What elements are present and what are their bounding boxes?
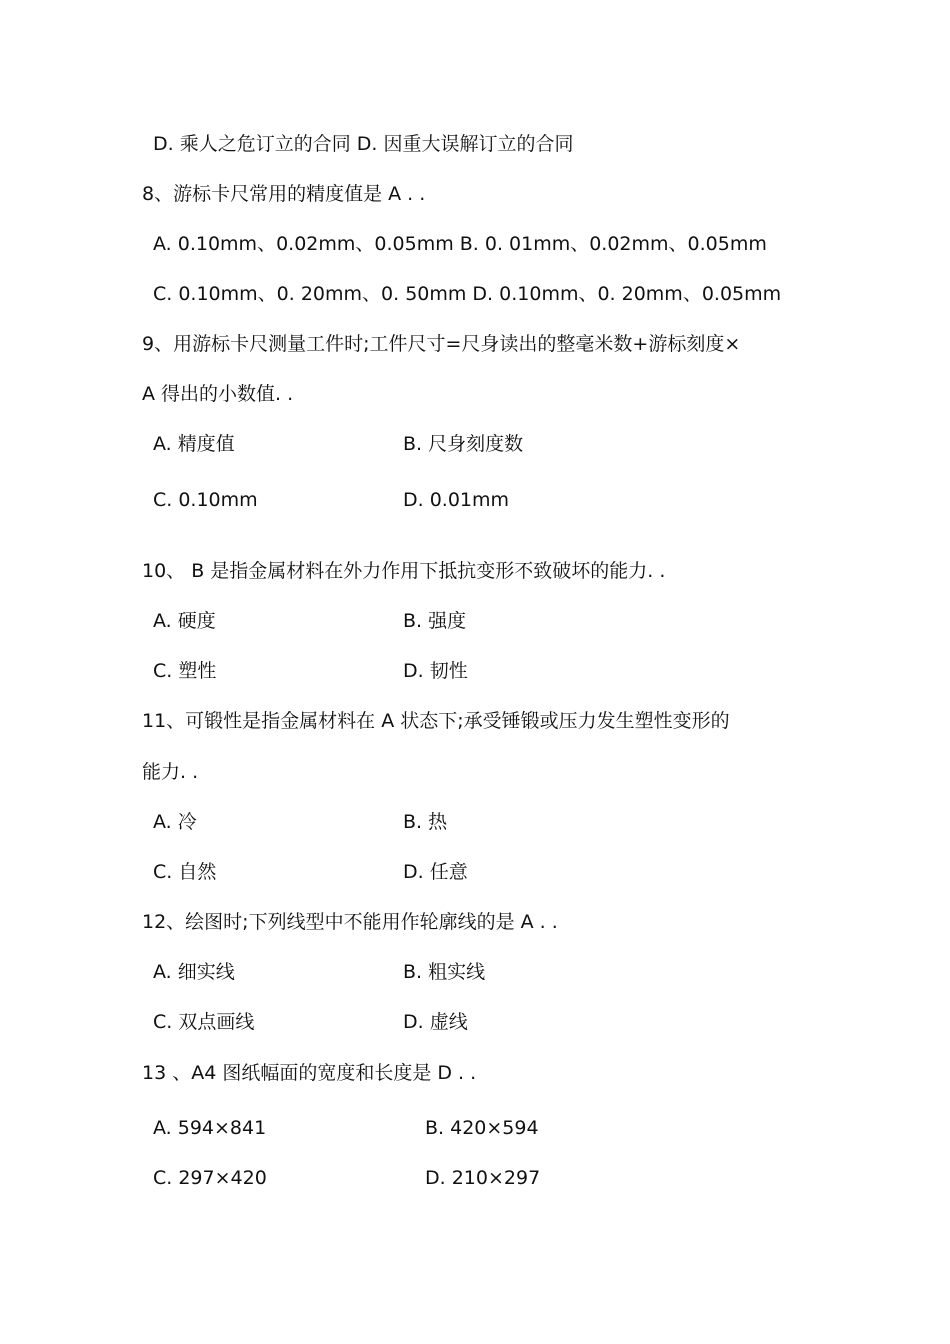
q12-option-a: A. 细实线 [153, 961, 235, 983]
q8-options-ab: A. 0.10mm、0.02mm、0.05mm B. 0. 01mm、0.02mm、0.05mm [153, 233, 767, 255]
q11-option-d: D. 任意 [403, 861, 468, 883]
q13-option-a: A. 594×841 [153, 1117, 267, 1139]
q10-option-c: C. 塑性 [153, 660, 217, 682]
question-12: 12、绘图时;下列线型中不能用作轮廓线的是 A . . [142, 911, 558, 933]
question-11-line2: 能力. . [142, 761, 199, 783]
q13-option-d: D. 210×297 [425, 1167, 541, 1189]
q13-option-c: C. 297×420 [153, 1167, 267, 1189]
q11-option-c: C. 自然 [153, 861, 217, 883]
q10-option-a: A. 硬度 [153, 610, 216, 632]
q10-option-b: B. 强度 [403, 610, 467, 632]
q9-option-a: A. 精度值 [153, 433, 235, 455]
q9-option-c: C. 0.10mm [153, 489, 258, 511]
question-11-line1: 11、可锻性是指金属材料在 A 状态下;承受锤锻或压力发生塑性变形的 [142, 710, 730, 732]
option-line-prev: D. 乘人之危订立的合同 D. 因重大误解订立的合同 [153, 133, 574, 155]
q12-option-c: C. 双点画线 [153, 1011, 255, 1033]
q13-option-b: B. 420×594 [425, 1117, 539, 1139]
q8-options-cd: C. 0.10mm、0. 20mm、0. 50mm D. 0.10mm、0. 20mm、0.05mm [153, 283, 782, 305]
question-9-line1: 9、用游标卡尺测量工件时;工件尺寸=尺身读出的整毫米数+游标刻度× [142, 333, 741, 355]
q10-option-d: D. 韧性 [403, 660, 468, 682]
question-13: 13 、A4 图纸幅面的宽度和长度是 D . . [142, 1062, 477, 1084]
q12-option-d: D. 虚线 [403, 1011, 468, 1033]
question-10: 10、 B 是指金属材料在外力作用下抵抗变形不致破坏的能力. . [142, 560, 666, 582]
q11-option-b: B. 热 [403, 811, 448, 833]
q12-option-b: B. 粗实线 [403, 961, 486, 983]
q11-option-a: A. 冷 [153, 811, 197, 833]
q9-option-b: B. 尺身刻度数 [403, 433, 524, 455]
q9-option-d: D. 0.01mm [403, 489, 510, 511]
question-9-line2: A 得出的小数值. . [142, 383, 294, 405]
question-8: 8、游标卡尺常用的精度值是 A . . [142, 183, 426, 205]
